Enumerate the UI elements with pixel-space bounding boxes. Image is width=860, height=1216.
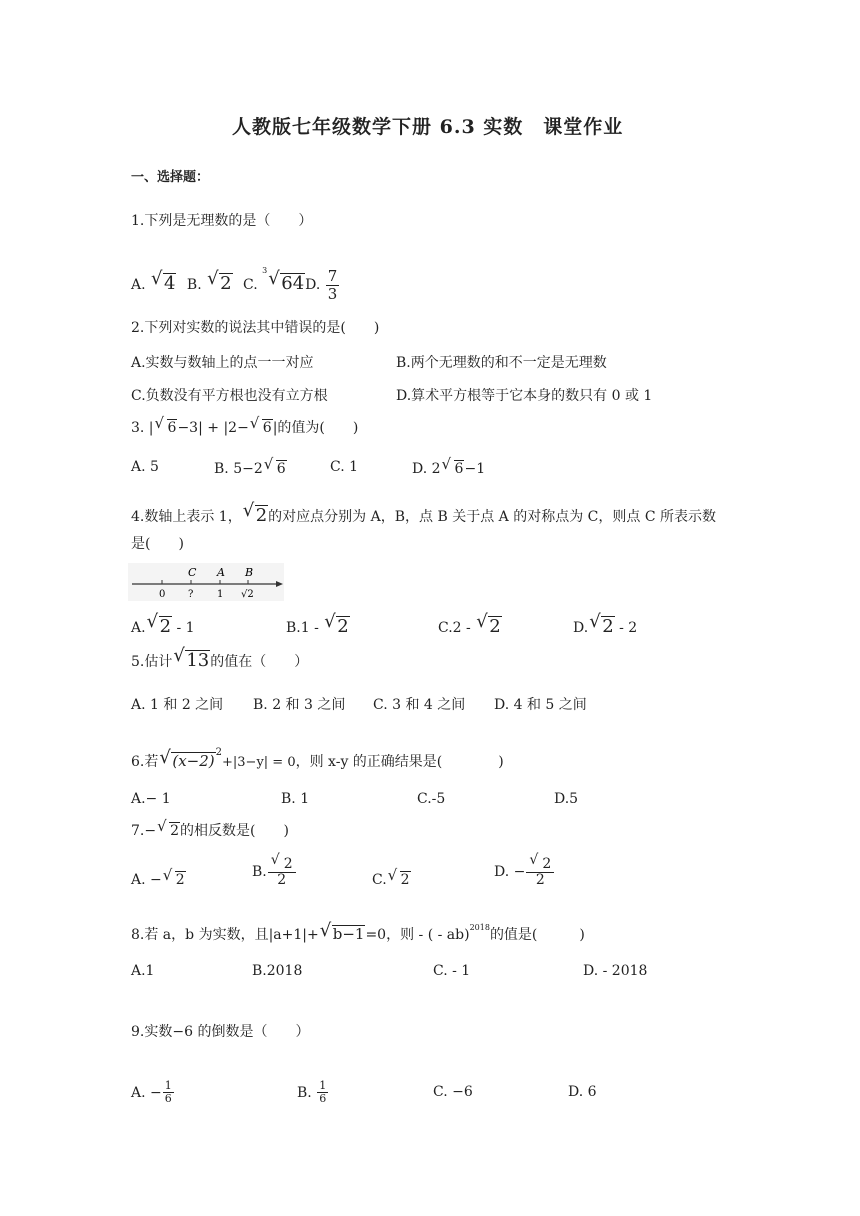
root-index: 3 [262,266,268,275]
sqrt-expression: √ 2 [207,268,232,294]
question-2-option-b: B.两个无理数的和不一定是无理数 [396,355,607,371]
question-5-option-c: C. 3 和 4 之间 [373,697,466,713]
question-5-option-b: B. 2 和 3 之间 [253,697,346,713]
question-1-options [131,268,340,302]
point-label-b: B [245,566,254,579]
question-3-stem: 3. | √ 6−3| + |2− √ 6|的值为( ) [131,414,359,436]
point-label-c: C [188,566,197,579]
question-3-option-a: A. 5 [131,459,159,475]
question-8-option-c: C. - 1 [433,963,471,979]
question-3-option-d: D. 2 √ 6−1 [412,455,486,477]
question-7-option-a: A. − √ 2 [131,866,185,888]
page-title: 人教版七年级数学下册 6.3 实数 课堂作业 [232,116,624,138]
question-2-stem: 2.下列对实数的说法其中错误的是( ) [131,320,380,336]
question-9-option-a: A. − $\frac{1}{6}$ [131,1079,172,1106]
sqrt-expression: √ 13 [173,645,210,671]
question-3-option-b: B. 5−2 √ 6 [214,455,286,477]
cube-root-expression: √ 64 [268,268,305,294]
question-3-option-c: C. 1 [330,459,359,475]
question-1-stem: 1.下列是无理数的是（ ） [131,213,313,229]
question-6-option-b: B. 1 [281,791,310,807]
tick-label-0: 0 [159,589,166,600]
question-8-option-a: A.1 [131,963,155,979]
question-7-option-d: D. − √ 2 2 [494,856,555,889]
option-b-label: B. [186,277,202,293]
question-6-stem: 6.若 √ $(x-2)^2+|3-y| = 0$，则 x-y 的正确结果是( ) [131,747,504,770]
sqrt-expression: √ 4 [151,268,176,294]
question-6-option-c: C.-5 [417,791,446,807]
question-4-option-d: D. √ 2 - 2 [573,611,638,637]
question-6-option-a: A.− 1 [131,791,171,807]
question-2-option-d: D.算术平方根等于它本身的数只有 0 或 1 [396,388,653,404]
option-d-label: D. [305,277,321,293]
tick-label-unknown: ? [188,589,194,600]
question-5-stem: 5.估计 √ 13的值在（ ） [131,645,309,671]
question-4-option-a: A. √ 2 - 1 [131,611,195,637]
sqrt-expression: √ (x−2) [159,747,215,770]
question-7-option-c: C. √ 2 [372,866,410,888]
number-line-figure [128,563,284,601]
question-2-option-c: C.负数没有平方根也没有立方根 [131,388,328,404]
question-4-option-b: B.1 - √ 2 [286,611,349,637]
option-a-label: A. [131,277,146,293]
question-9-option-b: B. $\frac{1}{6}$ [297,1079,327,1106]
tick-label-sqrt2: √2 [241,589,254,600]
question-6-option-d: D.5 [554,791,579,807]
question-9-option-c: C. −6 [433,1084,473,1100]
question-8-option-b: B.2018 [252,963,303,979]
question-7-option-b: B. √ 2 2 [252,856,297,889]
option-c-label: C. [243,277,258,293]
question-8-stem: 8.若 a，b 为实数，且|a+1|+ √ b−1=0，则 - ( - ab)$^{2018}$的值是( ) [131,920,585,943]
sqrt-expression: √ 6 [154,414,177,436]
question-2-option-a: A.实数与数轴上的点一一对应 [131,355,314,371]
figure-background [128,563,284,601]
question-4-option-c: C.2 - √ 2 [438,611,501,637]
question-9-option-d: D. 6 [568,1084,597,1100]
question-5-option-d: D. 4 和 5 之间 [494,697,587,713]
sqrt-expression: √ 6 [249,414,272,436]
question-8-option-d: D. - 2018 [583,963,648,979]
fraction: $\frac{7}{3}$ [327,267,338,303]
question-4-stem-line2: 是( ) [131,536,184,552]
point-label-a: A [217,566,225,579]
question-9-stem: 9.实数−6 的倒数是（ ） [131,1024,310,1040]
question-7-stem: 7.− √ 2的相反数是( ) [131,817,289,839]
sqrt-expression: √ b−1 [319,920,365,943]
question-5-option-a: A. 1 和 2 之间 [131,697,224,713]
question-4-stem: 4.数轴上表示 1， √ 2的对应点分别为 A，B，点 B 关于点 A 的对称点为 C，则点 C 所表示数 [131,500,716,526]
section-heading: 一、选择题： [131,170,210,185]
sqrt-expression: √ 2 [242,500,268,526]
tick-label-1: 1 [217,589,224,600]
